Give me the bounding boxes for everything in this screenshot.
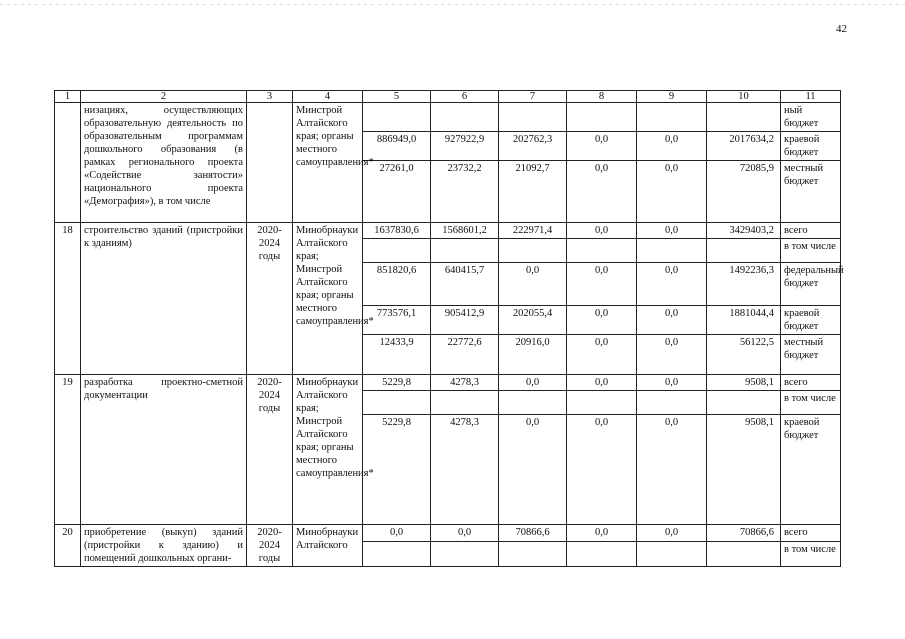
amount-cell — [567, 239, 637, 263]
scan-edge-artifact — [0, 4, 905, 5]
funding-source: местный бюджет — [781, 161, 841, 223]
amount-cell — [431, 103, 499, 132]
total-cell — [707, 103, 781, 132]
amount-cell — [499, 239, 567, 263]
amount-cell: 0,0 — [637, 306, 707, 335]
amount-cell: 21092,7 — [499, 161, 567, 223]
amount-cell: 905412,9 — [431, 306, 499, 335]
total-cell — [707, 239, 781, 263]
amount-cell: 0,0 — [499, 415, 567, 525]
amount-cell: 640415,7 — [431, 263, 499, 306]
amount-cell: 4278,3 — [431, 415, 499, 525]
amount-cell: 0,0 — [637, 525, 707, 542]
amount-cell — [363, 103, 431, 132]
total-cell: 70866,6 — [707, 525, 781, 542]
funding-source: местный бюджет — [781, 335, 841, 375]
funding-source: федеральный бюджет — [781, 263, 841, 306]
amount-cell — [363, 541, 431, 566]
amount-cell: 0,0 — [637, 415, 707, 525]
header-cell: 10 — [707, 91, 781, 103]
implementation-years — [247, 103, 293, 223]
implementation-years: 2020-2024 годы — [247, 375, 293, 525]
amount-cell: 0,0 — [637, 335, 707, 375]
amount-cell — [567, 541, 637, 566]
total-cell — [707, 391, 781, 415]
amount-cell — [431, 391, 499, 415]
implementation-years: 2020-2024 годы — [247, 525, 293, 567]
amount-cell: 0,0 — [567, 263, 637, 306]
amount-cell: 0,0 — [567, 161, 637, 223]
amount-cell: 0,0 — [567, 132, 637, 161]
amount-cell: 0,0 — [567, 306, 637, 335]
amount-cell: 202055,4 — [499, 306, 567, 335]
header-cell: 7 — [499, 91, 567, 103]
amount-cell: 0,0 — [431, 525, 499, 542]
amount-cell: 1568601,2 — [431, 223, 499, 239]
amount-cell: 12433,9 — [363, 335, 431, 375]
amount-cell: 20916,0 — [499, 335, 567, 375]
funding-source: ный бюджет — [781, 103, 841, 132]
table-row — [55, 525, 841, 542]
amount-cell — [637, 541, 707, 566]
page-number: 42 — [836, 23, 847, 35]
total-cell: 3429403,2 — [707, 223, 781, 239]
amount-cell: 773576,1 — [363, 306, 431, 335]
row-number: 19 — [55, 375, 81, 525]
measure-name: разработка проектно-сметной документации — [81, 375, 247, 525]
amount-cell — [499, 541, 567, 566]
total-cell: 1881044,4 — [707, 306, 781, 335]
header-cell: 5 — [363, 91, 431, 103]
amount-cell: 4278,3 — [431, 375, 499, 391]
header-cell: 8 — [567, 91, 637, 103]
implementation-years: 2020-2024 годы — [247, 223, 293, 375]
total-cell: 56122,5 — [707, 335, 781, 375]
budget-table — [54, 90, 844, 567]
executor: Минстрой Алтайского края; органы местного самоуправления* — [293, 103, 363, 223]
total-cell — [707, 541, 781, 566]
amount-cell — [363, 239, 431, 263]
header-cell: 4 — [293, 91, 363, 103]
amount-cell: 202762,3 — [499, 132, 567, 161]
amount-cell: 0,0 — [567, 525, 637, 542]
total-cell: 2017634,2 — [707, 132, 781, 161]
total-cell: 9508,1 — [707, 415, 781, 525]
amount-cell: 0,0 — [637, 132, 707, 161]
amount-cell: 0,0 — [567, 223, 637, 239]
funding-source: всего — [781, 375, 841, 391]
executor: Минобрнауки Алтайского края; Минстрой Алтайского края; органы местного самоуправления* — [293, 375, 363, 525]
header-cell: 6 — [431, 91, 499, 103]
amount-cell — [567, 391, 637, 415]
amount-cell: 0,0 — [363, 525, 431, 542]
amount-cell: 0,0 — [637, 375, 707, 391]
amount-cell: 0,0 — [567, 415, 637, 525]
amount-cell: 70866,6 — [499, 525, 567, 542]
total-cell: 9508,1 — [707, 375, 781, 391]
amount-cell: 886949,0 — [363, 132, 431, 161]
amount-cell: 5229,8 — [363, 375, 431, 391]
amount-cell — [567, 103, 637, 132]
amount-cell — [637, 103, 707, 132]
amount-cell: 0,0 — [567, 375, 637, 391]
row-number: 20 — [55, 525, 81, 567]
amount-cell: 222971,4 — [499, 223, 567, 239]
header-cell: 1 — [55, 91, 81, 103]
measure-name: приобретение (выкуп) зданий (пристройки к зданию) и помещений дошкольных органи- — [81, 525, 247, 567]
amount-cell — [637, 391, 707, 415]
measure-name: строительство зданий (пристройки к зданиям) — [81, 223, 247, 375]
amount-cell: 23732,2 — [431, 161, 499, 223]
amount-cell: 27261,0 — [363, 161, 431, 223]
amount-cell: 22772,6 — [431, 335, 499, 375]
total-cell: 1492236,3 — [707, 263, 781, 306]
amount-cell: 5229,8 — [363, 415, 431, 525]
amount-cell — [499, 391, 567, 415]
amount-cell: 0,0 — [637, 161, 707, 223]
header-cell: 2 — [81, 91, 247, 103]
table-row — [55, 375, 841, 391]
measure-name: низациях, осуществляющих образовательную деятельность по образовательным программам дошкольного образования (в рамках регионального проекта «Содействие занятости» национального проекта «Демография»), в том числе — [81, 103, 247, 223]
total-cell: 72085,9 — [707, 161, 781, 223]
amount-cell: 0,0 — [567, 335, 637, 375]
funding-source: краевой бюджет — [781, 132, 841, 161]
amount-cell: 1637830,6 — [363, 223, 431, 239]
funding-source: краевой бюджет — [781, 415, 841, 525]
amount-cell — [363, 391, 431, 415]
header-cell: 9 — [637, 91, 707, 103]
table-row — [55, 223, 841, 239]
funding-source: в том числе — [781, 239, 841, 263]
amount-cell: 0,0 — [637, 223, 707, 239]
amount-cell — [431, 239, 499, 263]
executor: Минобрнауки Алтайского края; Минстрой Алтайского края; органы местного самоуправления* — [293, 223, 363, 375]
funding-source: в том числе — [781, 391, 841, 415]
amount-cell — [431, 541, 499, 566]
row-number: 18 — [55, 223, 81, 375]
amount-cell — [499, 103, 567, 132]
funding-source: краевой бюджет — [781, 306, 841, 335]
executor: Минобрнауки Алтайского — [293, 525, 363, 567]
table-row — [55, 103, 841, 132]
row-number — [55, 103, 81, 223]
header-cell: 3 — [247, 91, 293, 103]
amount-cell: 0,0 — [499, 263, 567, 306]
header-row — [55, 91, 841, 103]
amount-cell: 927922,9 — [431, 132, 499, 161]
funding-source: всего — [781, 223, 841, 239]
amount-cell: 851820,6 — [363, 263, 431, 306]
amount-cell — [637, 239, 707, 263]
funding-source: всего — [781, 525, 841, 542]
amount-cell: 0,0 — [499, 375, 567, 391]
amount-cell: 0,0 — [637, 263, 707, 306]
funding-source: в том числе — [781, 541, 841, 566]
header-cell: 11 — [781, 91, 841, 103]
